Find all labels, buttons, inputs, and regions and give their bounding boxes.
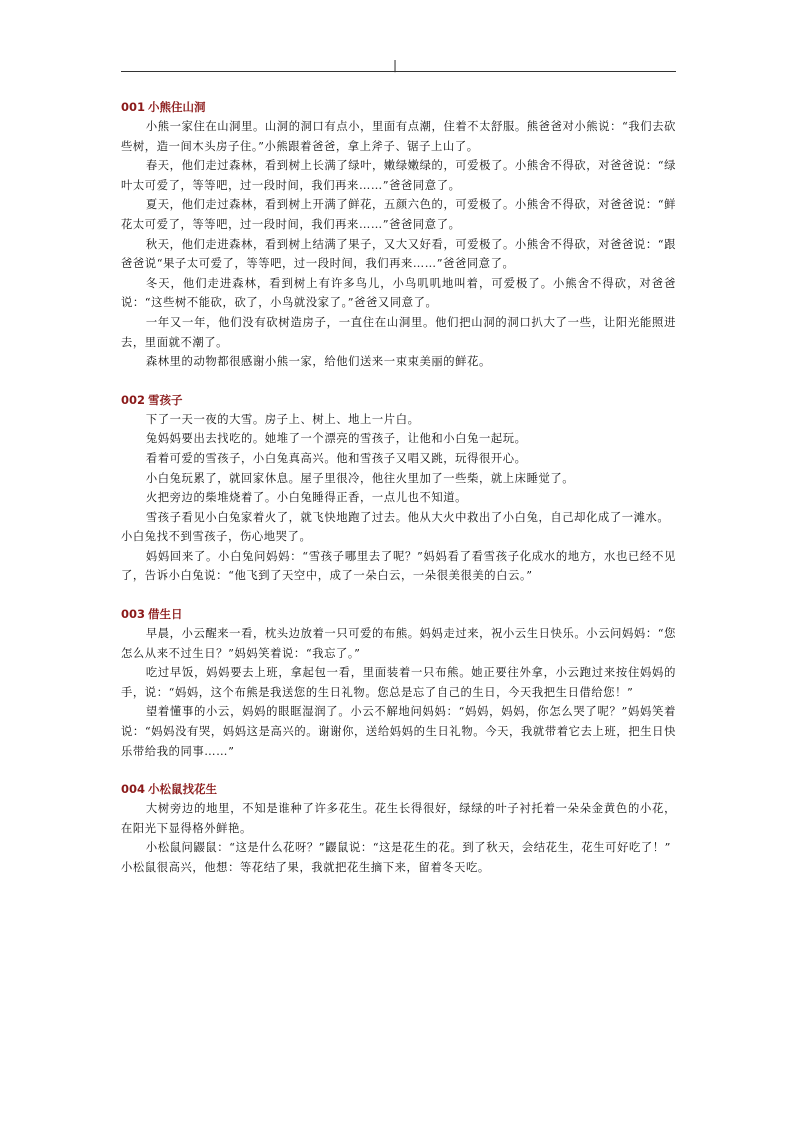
story-paragraph: 春天，他们走过森林，看到树上长满了绿叶，嫩绿嫩绿的，可爱极了。小熊舍不得砍，对爸爸说：“绿叶太可爱了，等等吧，过一段时间，我们再来……”爸爸同意了。 xyxy=(121,159,676,192)
story-paragraph: 森林里的动物都很感谢小熊一家，给他们送来一束束美丽的鲜花。 xyxy=(145,355,491,369)
header-mark: | xyxy=(393,58,398,72)
story-paragraph: 雪孩子看见小白兔家着火了，就飞快地跑了过去。他从大火中救出了小白兔，自己却化成了一滩水。 xyxy=(145,510,670,524)
story-number: 002 xyxy=(121,392,146,407)
story-paragraph: 妈妈回来了。小白兔问妈妈：“雪孩子哪里去了呢？”妈妈看了看雪孩子化成水的地方，水也已经不见了，告诉小白兔说：“他飞到了天空中，成了一朵白云，一朵很美很美的白云。” xyxy=(121,549,676,583)
story-paragraph: 吃过早饭，妈妈要去上班，拿起包一看，里面装着一只布熊。她正要往外拿，小云跑过来按住妈妈的手，说：“妈妈，这个布熊是我送您的生日礼物。您总是忘了自己的生日，今天我把生日借给您！” xyxy=(121,666,676,699)
story-paragraph: 望着懂事的小云，妈妈的眼眶湿润了。小云不解地问妈妈：“妈妈，妈妈，你怎么哭了呢？”妈妈笑着说：“妈妈没有哭，妈妈这是高兴的。谢谢你，送给妈妈的生日礼物。今天，我就带着它去上班，把生日快乐带给我的同事……” xyxy=(121,705,676,758)
story-paragraph: 夏天，他们走过森林，看到树上开满了鲜花，五颜六色的，可爱极了。小熊舍不得砍，对爸爸说：“鲜花太可爱了，等等吧，过一段时间，我们再来……”爸爸同意了。 xyxy=(121,198,676,231)
story-paragraph: 兔妈妈要出去找吃的。她堆了一个漂亮的雪孩子，让他和小白兔一起玩。 xyxy=(145,432,527,446)
document-body xyxy=(121,98,676,878)
story-number: 003 xyxy=(121,607,146,622)
story-number: 004 xyxy=(121,782,146,797)
story-section xyxy=(121,780,676,877)
story-title-text: 小松鼠找花生 xyxy=(148,782,218,797)
story-paragraph: 小熊一家住在山洞里。山洞的洞口有点小，里面有点潮，住着不太舒服。熊爸爸对小熊说：“我们去砍些树，造一间木头房子住。”小熊跟着爸爸，拿上斧子、锯子上山了。 xyxy=(121,120,676,153)
story-paragraph: 小白兔找不到雪孩子，伤心地哭了。 xyxy=(121,530,312,544)
story-title xyxy=(121,780,676,799)
story-title-text: 小熊住山洞 xyxy=(148,100,206,114)
story-paragraph: 一年又一年，他们没有砍树造房子，一直住在山洞里。他们把山洞的洞口扒大了一些，让阳光能照进去，里面就不潮了。 xyxy=(121,315,676,349)
story-section xyxy=(121,98,676,372)
story-paragraph: 小松鼠问鼹鼠：“这是什么花呀？”鼹鼠说：“这是花生的花。到了秋天，会结花生，花生可好吃了！” xyxy=(145,841,672,855)
story-paragraph: 大树旁边的地里，不知是谁种了许多花生。花生长得很好，绿绿的叶子衬托着一朵朵金黄色的小花，在阳光下显得格外鲜艳。 xyxy=(121,802,676,835)
story-paragraph: 小松鼠很高兴，他想：等花结了果，我就把花生摘下来，留着冬天吃。 xyxy=(121,861,490,874)
story-title-text: 借生日 xyxy=(148,607,183,622)
story-paragraph: 冬天，他们走进森林，看到树上有许多鸟儿，小鸟叽叽地叫着，可爱极了。小熊舍不得砍，对爸爸说：“这些树不能砍，砍了，小鸟就没家了。”爸爸又同意了。 xyxy=(121,276,676,310)
story-section xyxy=(121,391,676,586)
story-number: 001 xyxy=(121,100,146,114)
story-title-text: 雪孩子 xyxy=(148,392,183,407)
story-paragraph: 小白兔玩累了，就回家休息。屋子里很冷，他往火里加了一些柴，就上床睡觉了。 xyxy=(145,471,575,485)
story-title xyxy=(121,605,676,624)
story-title xyxy=(121,391,676,410)
story-title xyxy=(121,98,676,117)
story-paragraph: 看着可爱的雪孩子，小白兔真高兴。他和雪孩子又唱又跳，玩得很开心。 xyxy=(145,451,527,465)
story-paragraph: 早晨，小云醒来一看，枕头边放着一只可爱的布熊。妈妈走过来，祝小云生日快乐。小云问妈妈：“您怎么从来不过生日？”妈妈笑着说：“我忘了。” xyxy=(121,627,676,660)
story-section xyxy=(121,605,676,761)
story-paragraph: 秋天，他们走进森林，看到树上结满了果子，又大又好看，可爱极了。小熊舍不得砍，对爸爸说：“跟爸爸说“果子太可爱了，等等吧，过一段时间，我们再来……”爸爸同意了。 xyxy=(121,237,676,271)
story-paragraph: 火把旁边的柴堆烧着了。小白兔睡得正香，一点儿也不知道。 xyxy=(145,491,468,505)
story-paragraph: 下了一天一夜的大雪。房子上、树上、地上一片白。 xyxy=(145,412,420,426)
header-rule xyxy=(121,71,676,72)
